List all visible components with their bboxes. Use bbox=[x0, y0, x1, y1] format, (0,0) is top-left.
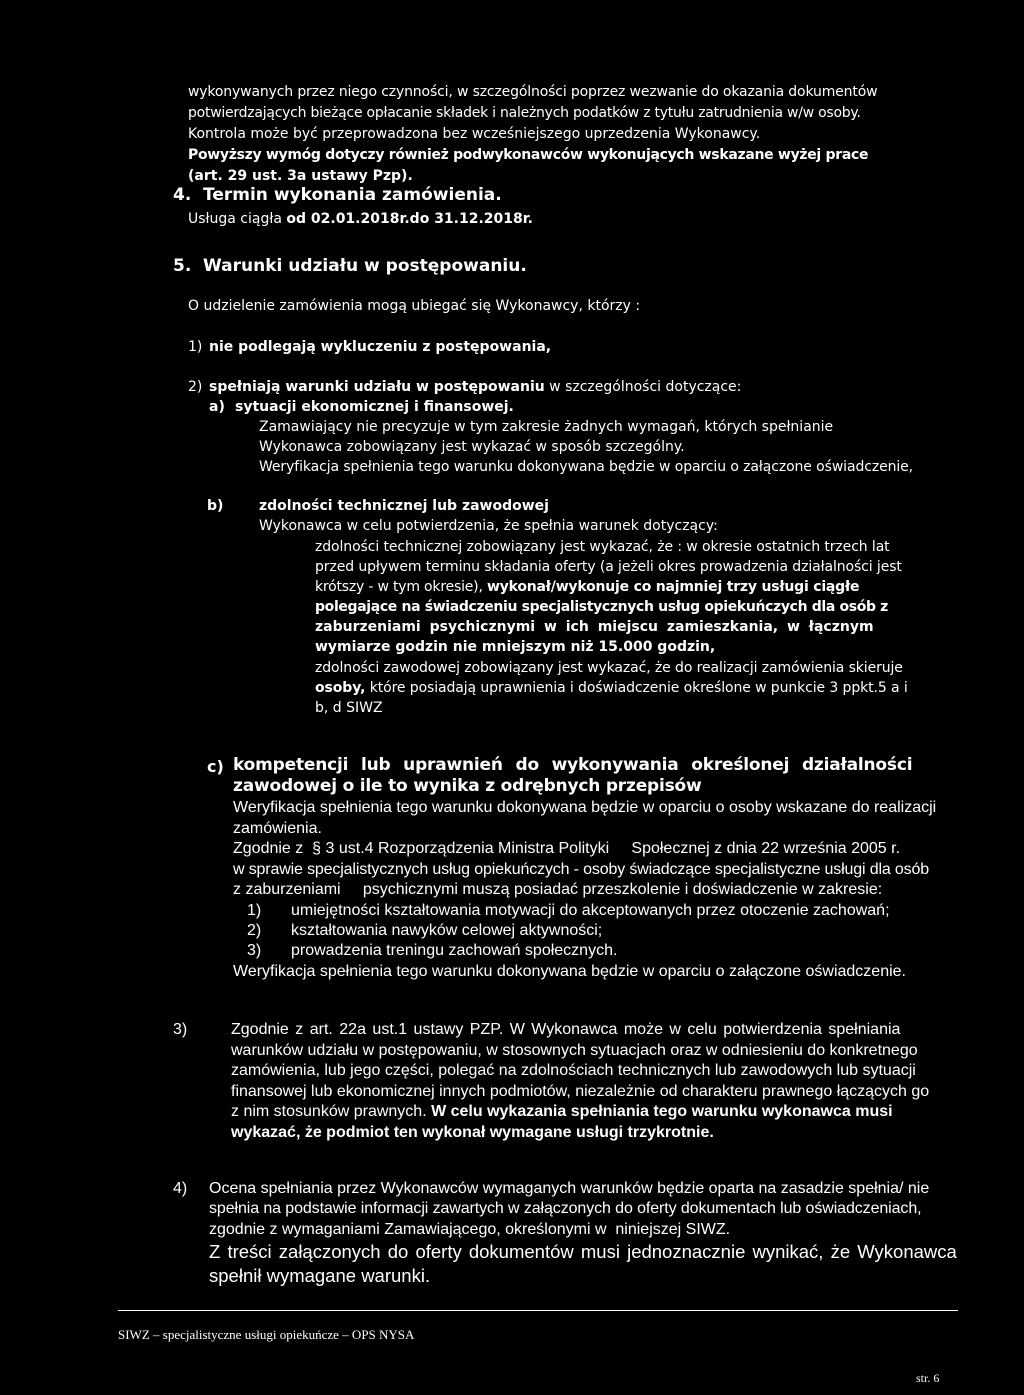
page-number: str. 6 bbox=[916, 1371, 940, 1385]
footer-text: SIWZ – specjalistyczne usługi opiekuńcze – OPS NYSA bbox=[118, 1327, 415, 1342]
body-text: zdolności zawodowej zobowiązany jest wykazać, że do realizacji zamówienia skieruje bbox=[315, 660, 903, 676]
section-heading: Warunki udziału w postępowaniu. bbox=[203, 256, 527, 276]
list-item: umiejętności kształtowania motywacji do akceptowanych przez otoczenie zachowań; bbox=[291, 902, 890, 919]
body-text: b, d SIWZ bbox=[315, 700, 383, 716]
sub-label: c) bbox=[207, 757, 224, 776]
body-text: z zaburzeniami psychicznymi muszą posiadać przeszkolenie i doświadczenie w zakresie: bbox=[233, 881, 883, 898]
list-item: spełniają warunki udziału w postępowaniu w szczególności dotyczące: bbox=[209, 379, 742, 395]
body-text: Zamawiający nie precyzuje w tym zakresie żadnych wymagań, których spełnianie bbox=[259, 419, 834, 435]
body-text-large: Z treści załączonych do oferty dokumentów musi jednoznacznie wynikać, że Wykonawca bbox=[209, 1241, 957, 1262]
list-item: prowadzenia treningu zachowań społecznych. bbox=[291, 942, 618, 959]
sub-heading: sytuacji ekonomicznej i finansowej. bbox=[235, 399, 514, 415]
sub-heading: kompetencji lub uprawnień do wykonywania określonej działalności bbox=[233, 755, 913, 775]
list-number: 2) bbox=[247, 922, 262, 939]
list-number: 1) bbox=[247, 902, 262, 919]
sub-heading: zawodowej o ile to wynika z odrębnych przepisów bbox=[233, 776, 702, 796]
body-text: wykonywanych przez niego czynności, w szczególności poprzez wezwanie do okazania dokumentów bbox=[188, 84, 878, 100]
list-number: 4) bbox=[173, 1180, 188, 1197]
list-item: kształtowania nawyków celowej aktywności; bbox=[291, 922, 603, 939]
body-text: warunków udziału w postępowaniu, w stosownych sytuacjach oraz w odniesieniu do konkretnego bbox=[231, 1042, 918, 1059]
body-text: Ocena spełniania przez Wykonawców wymaganych warunków będzie oparta na zasadzie spełnia/ nie bbox=[209, 1180, 930, 1197]
body-text: spełnia na podstawie informacji zawartych w załączonych do oferty dokumentach lub oświadczeniach, bbox=[209, 1200, 922, 1217]
body-text: w sprawie specjalistycznych usług opiekuńczych - osoby świadczące specjalistyczne usługi dla osób bbox=[233, 861, 930, 878]
sub-label: b) bbox=[207, 498, 224, 514]
body-text: przed upływem terminu składania oferty (a jeżeli okres prowadzenia działalności jest bbox=[315, 559, 902, 575]
list-number: 3) bbox=[173, 1021, 188, 1038]
list-number: 2) bbox=[188, 379, 203, 395]
body-text: Weryfikacja spełnienia tego warunku dokonywana będzie w oparciu o załączone oświadczenie. bbox=[233, 963, 906, 980]
body-text: O udzielenie zamówienia mogą ubiegać się Wykonawcy, którzy : bbox=[188, 298, 641, 314]
footer-divider bbox=[118, 1310, 958, 1311]
body-text: finansowej lub ekonomicznej innych podmiotów, niezależnie od charakteru prawnego łączących go bbox=[231, 1083, 930, 1100]
body-text: krótszy - w tym okresie), wykonał/wykonuje co najmniej trzy usługi ciągłe bbox=[315, 579, 860, 595]
body-text: Zgodnie z § 3 ust.4 Rozporządzenia Ministra Polityki Społecznej z dnia 22 września 2005 r. bbox=[233, 840, 901, 857]
body-text: Zgodnie z art. 22a ust.1 ustawy PZP. W Wykonawca może w celu potwierdzenia spełniania bbox=[231, 1021, 901, 1038]
body-text: zdolności technicznej zobowiązany jest wykazać, że : w okresie ostatnich trzech lat bbox=[315, 539, 890, 555]
service-period: Usługa ciągła od 02.01.2018r.do 31.12.2018r. bbox=[188, 211, 533, 227]
body-text-bold: polegające na świadczeniu specjalistycznych usług opiekuńczych dla osób z bbox=[315, 599, 888, 615]
body-text: zgodnie z wymaganiami Zamawiającego, określonymi w niniejszej SIWZ. bbox=[209, 1221, 731, 1238]
list-number: 3) bbox=[247, 942, 262, 959]
list-number: 1) bbox=[188, 339, 203, 355]
body-text: osoby, które posiadają uprawnienia i doświadczenie określone w punkcie 3 ppkt.5 a i bbox=[315, 680, 908, 696]
sub-heading: zdolności technicznej lub zawodowej bbox=[259, 498, 549, 514]
body-text-bold: Powyższy wymóg dotyczy również podwykonawców wykonujących wskazane wyżej prace bbox=[188, 147, 869, 163]
sub-label: a) bbox=[209, 399, 225, 415]
body-text: Weryfikacja spełnienia tego warunku dokonywana będzie w oparciu o osoby wskazane do realizacji bbox=[233, 799, 937, 816]
section-heading: Termin wykonania zamówienia. bbox=[203, 185, 502, 205]
list-item: nie podlegają wykluczeniu z postępowania, bbox=[209, 339, 552, 355]
body-text: Wykonawca zobowiązany jest wykazać w sposób szczególny. bbox=[259, 439, 685, 455]
section-number: 5. bbox=[173, 256, 192, 276]
body-text: zamówienia, lub jego części, polegać na zdolnościach technicznych lub zawodowych lub sytuacji bbox=[231, 1062, 916, 1079]
body-text: zamówienia. bbox=[233, 820, 322, 837]
section-number: 4. bbox=[173, 185, 192, 205]
body-text-bold: wymiarze godzin nie mniejszym niż 15.000 godzin, bbox=[315, 639, 716, 655]
body-text: z nim stosunków prawnych. W celu wykazania spełniania tego warunku wykonawca musi bbox=[231, 1103, 893, 1120]
body-text: Kontrola może być przeprowadzona bez wcześniejszego uprzedzenia Wykonawcy. bbox=[188, 126, 761, 142]
body-text: Weryfikacja spełnienia tego warunku dokonywana będzie w oparciu o załączone oświadczenie, bbox=[259, 459, 914, 475]
body-text-bold: wykazać, że podmiot ten wykonał wymagane usługi trzykrotnie. bbox=[231, 1124, 714, 1141]
body-text-bold: zaburzeniami psychicznymi w ich miejscu zamieszkania, w łącznym bbox=[315, 619, 874, 635]
body-text: potwierdzających bieżące opłacanie składek i należnych podatków z tytułu zatrudnienia w/w osoby. bbox=[188, 105, 861, 121]
body-text: Wykonawca w celu potwierdzenia, że spełnia warunek dotyczący: bbox=[259, 518, 718, 534]
body-text-bold: (art. 29 ust. 3a ustawy Pzp). bbox=[188, 168, 413, 184]
body-text-large: spełnił wymagane warunki. bbox=[209, 1265, 431, 1286]
